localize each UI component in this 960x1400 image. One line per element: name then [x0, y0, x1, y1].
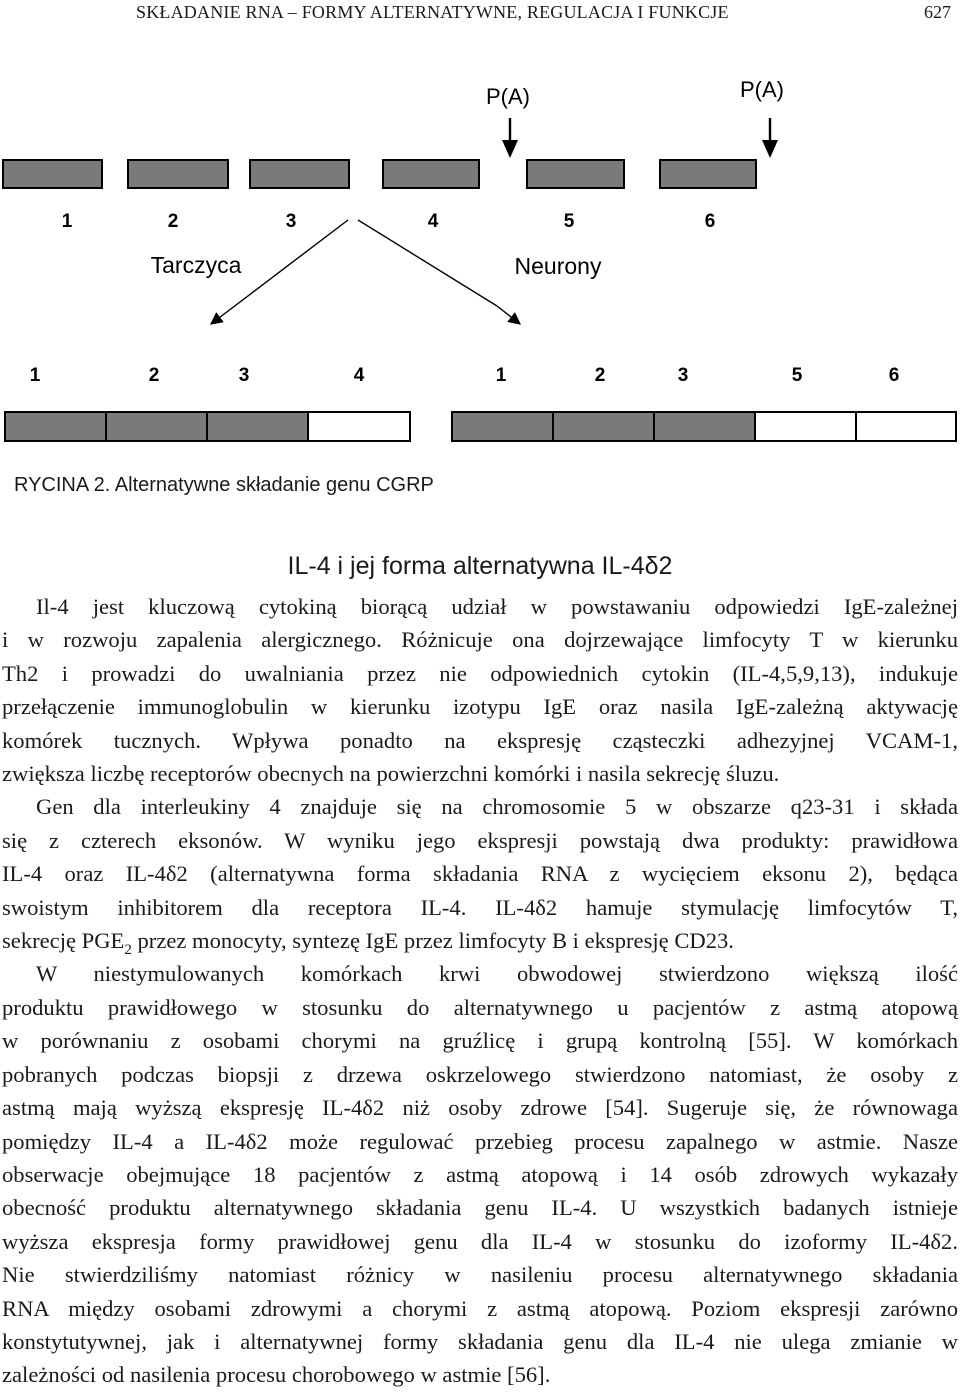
- neuron-exon-number: 5: [791, 365, 803, 386]
- text-line: obserwacje obejmujące 18 pacjentów z astmą atopową i 14 osób zdrowych wykazały: [2, 1161, 958, 1187]
- exon-box-2: [128, 160, 228, 188]
- exon-number: 4: [427, 211, 439, 232]
- tissue-label-thyroid: Tarczyca: [150, 252, 242, 278]
- text-line: obecność produktu alternatywnego składania genu IL-4. U wszystkich badanych istnieje: [2, 1195, 958, 1221]
- figure-caption: RYCINA 2. Alternatywne składanie genu CGRP: [14, 474, 434, 496]
- thyroid-mrna: [5, 412, 410, 441]
- exon-box-3: [250, 160, 349, 188]
- neuron-exon-number: 1: [495, 365, 507, 386]
- mrna-exon-box: [106, 412, 207, 441]
- text-line: Th2 i prowadzi do uwalniania przez nie odpowiednich cytokin (IL-4,5,9,13), indukuje: [2, 660, 958, 686]
- body-text: [2, 590, 958, 1392]
- mrna-exon-box: [755, 412, 856, 441]
- text-fragment: przez monocyty, syntezę IgE przez limfocyty B i ekspresję CD23.: [131, 928, 734, 954]
- mrna-exon-box: [5, 412, 106, 441]
- polya-label-1: P(A): [486, 84, 530, 109]
- text-line: produktu prawidłowego w stosunku do alternatywnego u pacjentów z astmą atopową: [2, 994, 958, 1020]
- thyroid-exon-number: 4: [353, 365, 365, 386]
- text-line: w porównaniu z osobami chorymi na gruźlicę i grupą kontrolną [55]. W komórkach: [2, 1028, 958, 1054]
- text-line: swoistym inhibitorem dla receptora IL-4. IL-4δ2 hamuje stymulację limfocytów T,: [2, 894, 958, 920]
- page-header: [0, 0, 960, 30]
- text-line: Gen dla interleukiny 4 znajduje się na chromosomie 5 w obszarze q23-31 i składa: [36, 794, 958, 820]
- text-line: się z czterech eksonów. W wyniku jego ekspresji powstają dwa produkty: prawidłowa: [2, 827, 958, 853]
- text-line: RNA między osobami zdrowymi a chorymi z astmą atopową. Poziom ekspresji zarówno: [2, 1295, 958, 1321]
- exon-number: 5: [563, 211, 575, 232]
- polya-label-2: P(A): [740, 77, 784, 102]
- text-line: konstytutywnej, jak i alternatywnej formy składania genu dla IL-4 nie ulega zmianie w: [2, 1328, 958, 1354]
- exon-box-4: [383, 160, 479, 188]
- pre-mrna-exons: [3, 160, 756, 188]
- neuron-exon-number: 3: [677, 365, 689, 386]
- text-line: pomiędzy IL-4 a IL-4δ2 może regulować przebieg procesu zapalnego w astmie. Nasze: [2, 1128, 958, 1154]
- text-line: [2, 924, 958, 957]
- text-line: IL-4 oraz IL-4δ2 (alternatywna forma składania RNA z wycięciem eksonu 2), będąca: [2, 861, 958, 887]
- neuron-exon-number: 2: [594, 365, 606, 386]
- exon-box-1: [3, 160, 102, 188]
- subscript: 2: [124, 942, 132, 959]
- arrow-neurons: [497, 306, 520, 324]
- cgrp-splicing-figure: [0, 60, 960, 460]
- text-fragment: sekrecję PGE: [2, 928, 125, 954]
- splicing-diagram: [0, 60, 960, 460]
- paragraph-2: [2, 790, 958, 957]
- text-line: pobranych podczas biopsji z drzewa oskrzelowego stwierdzono natomiast, że osoby z: [2, 1061, 958, 1087]
- neuron-exon-number: 6: [888, 365, 900, 386]
- mrna-exon-box: [856, 412, 956, 441]
- polya-arrow-1: [502, 118, 518, 158]
- thyroid-exon-number: 3: [238, 365, 250, 386]
- text-line: Il-4 jest kluczową cytokiną biorącą udział w powstawaniu odpowiedzi IgE-zależnej: [36, 594, 958, 619]
- text-line: Nie stwierdziliśmy natomiast różnicy w nasileniu procesu alternatywnego składania: [2, 1262, 958, 1288]
- text-line: zależności od nasilenia procesu chorobowego w astmie [56].: [2, 1362, 551, 1388]
- paragraph-3: [2, 957, 958, 1391]
- tissue-label-neurons: Neurony: [514, 253, 602, 279]
- running-title: SKŁADANIE RNA – FORMY ALTERNATYWNE, REGULACJA I FUNKCJE: [136, 2, 729, 22]
- thyroid-exon-number: 2: [148, 365, 160, 386]
- mrna-exon-box: [207, 412, 308, 441]
- text-line: komórek tucznych. Wpływa ponadto na ekspresję cząsteczki adhezyjnej VCAM-1,: [2, 727, 958, 753]
- exon-box-5: [527, 160, 624, 188]
- exon-number: 3: [285, 211, 297, 232]
- connector-neurons: [358, 220, 497, 306]
- splicing-pathway-arrows: [211, 220, 520, 324]
- text-line: astmą mają wyższą ekspresję IL-4δ2 niż osoby zdrowe [54]. Sugeruje się, że równowaga: [2, 1095, 958, 1121]
- text-line: zwiększa liczbę receptorów obecnych na powierzchni komórki i nasila sekrecję śluzu.: [2, 761, 780, 787]
- text-line: i w rozwoju zapalenia alergicznego. Różnicuje ona dojrzewające limfocyty T w kierunku: [2, 627, 958, 653]
- exon-number: 6: [704, 211, 716, 232]
- section-heading: IL-4 i jej forma alternatywna IL-4δ2: [287, 552, 673, 580]
- exon-box-6: [660, 160, 756, 188]
- mrna-exon-box: [452, 412, 553, 441]
- page-number: 627: [924, 2, 951, 22]
- text-line: W niestymulowanych komórkach krwi obwodowej stwierdzono większą ilość: [36, 961, 958, 987]
- text-line: wyższa ekspresja formy prawidłowej genu dla IL-4 w stosunku do izoformy IL-4δ2.: [2, 1228, 958, 1254]
- mrna-exon-box: [308, 412, 410, 441]
- polya-arrow-2: [762, 118, 778, 158]
- mrna-exon-box: [553, 412, 654, 441]
- exon-number: 1: [61, 211, 73, 232]
- exon-number: 2: [167, 211, 179, 232]
- neuron-mrna: [452, 412, 956, 441]
- mrna-exon-box: [654, 412, 755, 441]
- text-line: przełączenie immunoglobulin w kierunku izotypu IgE oraz nasila IgE-zależną aktywację: [2, 694, 958, 720]
- thyroid-exon-number: 1: [29, 365, 41, 386]
- paragraph-1: [2, 590, 958, 790]
